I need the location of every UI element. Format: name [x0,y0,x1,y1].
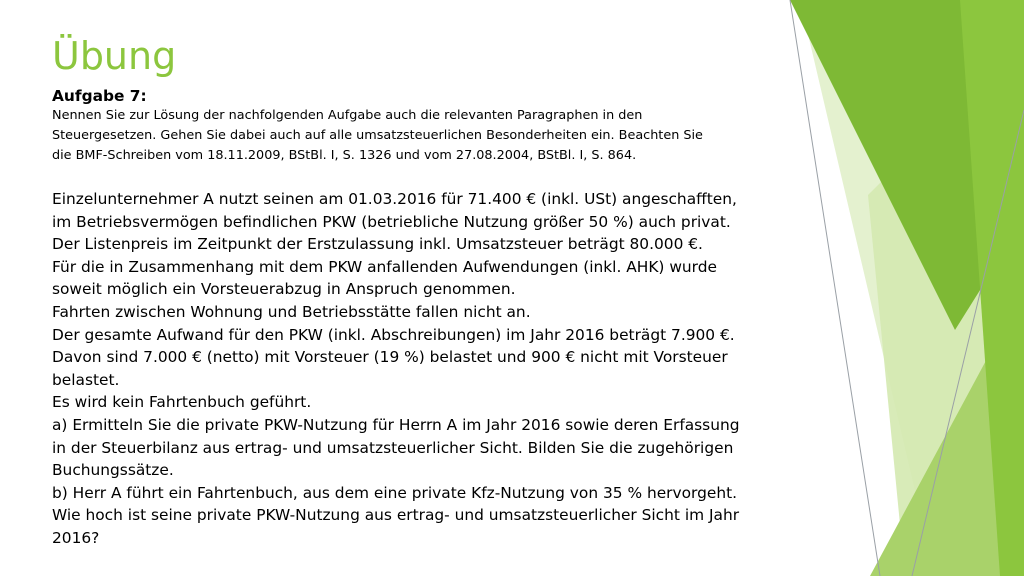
case-line: Der Listenpreis im Zeitpunkt der Erstzulassung inkl. Umsatzsteuer beträgt 80.000 €. [52,235,703,254]
case-line: Einzelunternehmer A nutzt seinen am 01.03.2016 für 71.400 € (inkl. USt) angeschafften, [52,190,737,208]
instruction-line: die BMF-Schreiben vom 18.11.2009, BStBl. I, S. 1326 und vom 27.08.2004, BStBl. I, S. 864. [52,148,637,163]
task-heading: Aufgabe 7: [52,87,147,105]
case-line: Fahrten zwischen Wohnung und Betriebsstätte fallen nicht an. [52,302,531,321]
question-a-line: in der Steuerbilanz aus ertrag- und umsatzsteuerlicher Sicht. Bilden Sie die zugehörigen [52,438,734,457]
instruction-line: Nennen Sie zur Lösung der nachfolgenden Aufgabe auch die relevanten Paragraphen in den [52,108,643,123]
task-instructions [52,106,842,166]
question-a-line: a) Ermitteln Sie die private PKW-Nutzung für Herrn A im Jahr 2016 sowie deren Erfassung [52,415,740,434]
case-line: Der gesamte Aufwand für den PKW (inkl. Abschreibungen) im Jahr 2016 beträgt 7.900 €. [52,325,735,344]
case-line: Für die in Zusammenhang mit dem PKW anfallenden Aufwendungen (inkl. AHK) wurde [52,257,717,276]
case-line: Davon sind 7.000 € (netto) mit Vorsteuer (19 %) belastet und 900 € nicht mit Vorsteuer [52,348,728,367]
case-line: soweit möglich ein Vorsteuerabzug in Anspruch genommen. [52,280,516,299]
question-a-line: Buchungssätze. [52,461,174,480]
case-line: im Betriebsvermögen befindlichen PKW (betriebliche Nutzung größer 50 %) auch privat. [52,212,731,231]
case-description [52,188,842,550]
slide-title: Übung [52,34,177,78]
case-line: Es wird kein Fahrtenbuch geführt. [52,393,312,412]
question-b-line: Wie hoch ist seine private PKW-Nutzung aus ertrag- und umsatzsteuerlicher Sicht im Jahr [52,506,740,525]
instruction-line: Steuergesetzen. Gehen Sie dabei auch auf alle umsatzsteuerlichen Besonderheiten ein. Beachten Sie [52,128,703,143]
case-line: belastet. [52,370,120,389]
question-b-line: 2016? [52,528,100,547]
slide-content [52,87,842,550]
question-b-line: b) Herr A führt ein Fahrtenbuch, aus dem eine private Kfz-Nutzung von 35 % hervorgeht. [52,483,738,502]
